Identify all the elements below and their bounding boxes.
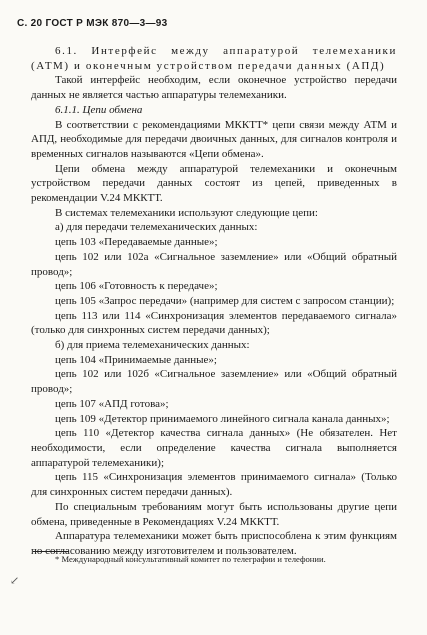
footnote-rule: [33, 551, 69, 552]
list-item: цепь 103 «Передаваемые данные»;: [55, 236, 218, 249]
list-item: цепь 115 «Синхронизация элементов принимаемого сигнала» (Только для синхронных систем передачи данных).: [31, 471, 397, 499]
margin-mark: ↙: [10, 575, 20, 587]
paragraph: В системах телемеханики используют следующие цепи:: [55, 206, 318, 219]
list-item: цепь 106 «Готовность к передаче»;: [55, 280, 218, 293]
paragraph: В соответствии с рекомендациями МККТТ* цепи связи между АТМ и АПД, необходимые для передачи двоичных данных, для сигналов контроля и временных сигналов называются «Цепи обмена».: [31, 118, 397, 160]
list-item: цепь 113 или 114 «Синхронизация элементов передаваемого сигнала» (только для синхронных систем передачи данных);: [31, 309, 397, 337]
section-heading: 6.1. Интерфейс между аппаратурой телемеханики (АТМ) и оконечным устройством передачи данных (АПД): [31, 45, 397, 72]
paragraph: Аппаратура телемеханики может быть приспособлена к этим функциям по согласованию между изготовителем и пользователем.: [31, 530, 397, 557]
list-item: цепь 110 «Детектор качества сигнала данных» (Не обязателен. Нет необходимости, если определение качества сигнала выполняется аппаратурой телемеханики);: [31, 427, 397, 469]
paragraph: По специальным требованиям могут быть использованы другие цепи обмена, приведенные в Рекомендациях V.24 МККТТ.: [31, 500, 397, 528]
list-heading: а) для передачи телемеханических данных:: [55, 221, 258, 234]
list-item: цепь 109 «Детектор принимаемого линейного сигнала канала данных»;: [55, 412, 390, 425]
list-item: цепь 102 или 102б «Сигнальное заземление» или «Общий обратный провод»;: [31, 368, 397, 396]
subsection-heading: 6.1.1. Цепи обмена: [55, 103, 143, 116]
list-item: цепь 105 «Запрос передачи» (например для систем с запросом станции);: [55, 294, 395, 307]
footnote: * Международный консультативный комитет по телеграфии и телефонии.: [55, 554, 326, 564]
page-header: С. 20 ГОСТ Р МЭК 870—3—93: [17, 18, 168, 29]
paragraph: Цепи обмена между аппаратурой телемеханики и оконечным устройством передачи данных состоят из цепей, приведенных в рекомендации V.24 МККТТ.: [31, 162, 397, 205]
list-item: цепь 104 «Принимаемые данные»;: [55, 353, 217, 366]
list-heading: б) для приема телемеханических данных:: [55, 339, 250, 352]
list-item: цепь 107 «АПД готова»;: [55, 397, 169, 410]
paragraph: Такой интерфейс необходим, если оконечное устройство передачи данных не является частью аппаратуры телемеханики.: [31, 74, 397, 102]
body-text: [31, 44, 397, 559]
list-item: цепь 102 или 102а «Сигнальное заземление» или «Общий обратный провод»;: [31, 250, 397, 278]
